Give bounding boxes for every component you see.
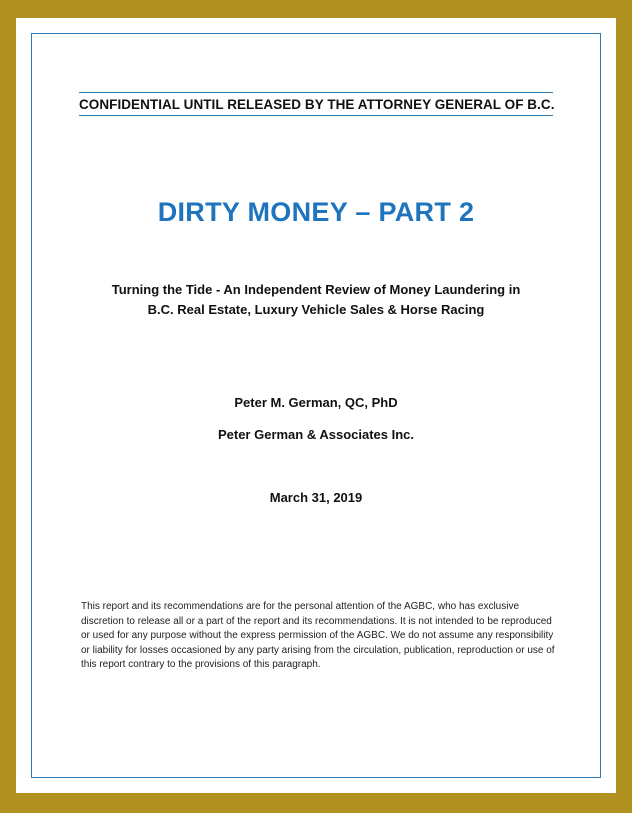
company-name: Peter German & Associates Inc. (217, 427, 415, 442)
inner-border (31, 33, 601, 778)
subtitle-line-2: B.C. Real Estate, Luxury Vehicle Sales & Horse Racing (147, 302, 485, 317)
author-name: Peter M. German, QC, PhD (234, 395, 398, 410)
disclaimer-paragraph: This report and its recommendations are for the personal attention of the AGBC, who has exclusive discretion to release all or a part of the report and its recommendations. It is not intended to be reproduced or used for any purpose without the express permission of the AGBC. We do not assume any responsibility or liability for losses occasioned by any party arising from the circulation, publication, reproduction or use of this report contrary to the provisions of this paragraph. (81, 601, 555, 670)
report-date: March 31, 2019 (269, 490, 363, 505)
cover-page (16, 18, 616, 793)
subtitle-line-1: Turning the Tide - An Independent Review of Money Laundering in (111, 282, 521, 297)
confidential-notice: CONFIDENTIAL UNTIL RELEASED BY THE ATTORNEY GENERAL OF B.C. (79, 92, 553, 116)
report-title: DIRTY MONEY – PART 2 (157, 197, 475, 227)
report-subtitle (62, 280, 570, 320)
